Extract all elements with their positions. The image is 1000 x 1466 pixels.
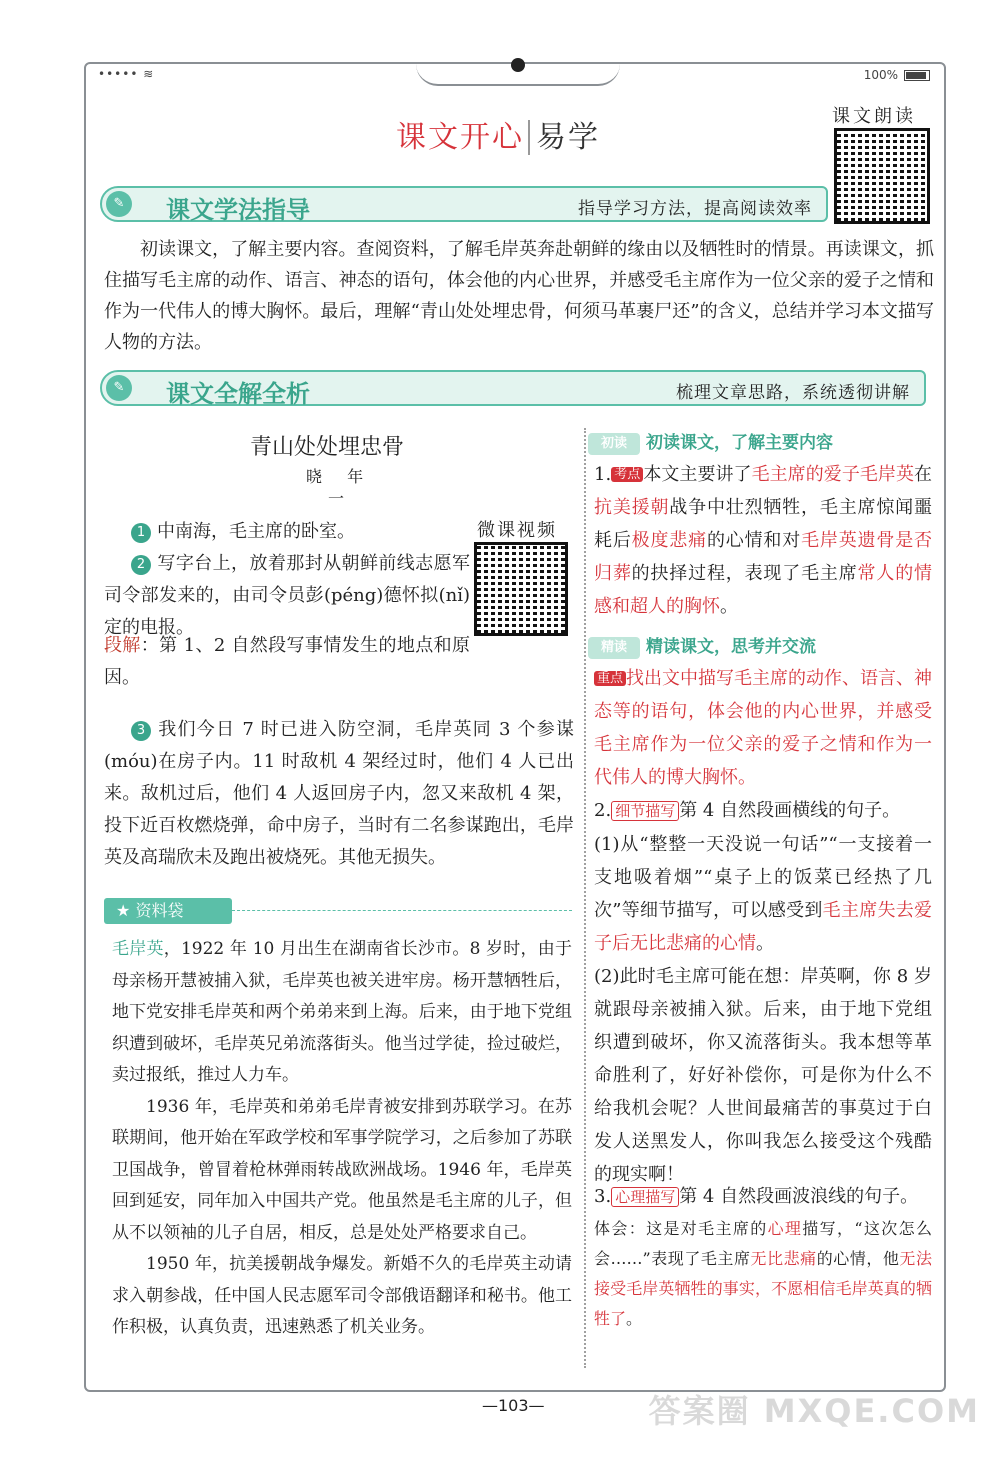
paragraph-analysis: [104, 630, 470, 694]
question-number: 3.: [594, 1186, 612, 1207]
qr-label-reading: 课文朗读: [832, 106, 916, 127]
q-text: 。: [626, 1309, 643, 1328]
question-3-answer: [594, 1214, 932, 1334]
key-task: [594, 662, 932, 794]
page-number: —103—: [482, 1396, 545, 1415]
key-task-text: 找出文中描写毛主席的动作、语言、神态等的语句，体会他的内心世界，并感受毛主席作为一位父亲的爱子之情和作为一代伟人的博大胸怀。: [594, 668, 933, 788]
reference-key: 毛岸英: [112, 939, 164, 959]
question-1: [594, 458, 932, 623]
question-tag: 心理描写: [611, 1187, 679, 1207]
q-text: 描写，“这次怎么会……”表现了毛主席: [594, 1219, 932, 1268]
reference-tag: ★ 资料袋: [104, 898, 232, 924]
q-text: 在: [914, 464, 932, 485]
q-text: 体会：这是对毛主席的: [594, 1219, 768, 1238]
page-title-sub: 易学: [528, 120, 600, 155]
paragraph-text: 中南海，毛主席的卧室。: [157, 521, 355, 542]
q-answer: 无法接受毛岸英牺牲的事实，不愿相信毛岸英真的牺牲了: [594, 1249, 932, 1328]
paragraph-text: 我们今日 7 时已进入防空洞，毛岸英同 3 个参谋(móu)在房子内。11 时敌机 4 架经过时，他们 4 人已出来。敌机过后，他们 4 人返回房子内，忽又来敌机 4 架，投下近百枚燃烧弹，命中房子，当时有二名参谋跑出，毛岸英及高瑞欣未及跑出被烧死。其他无损失。: [104, 719, 574, 868]
q-text: 第 4 自然段画波浪线的句子。: [679, 1186, 919, 1207]
reference-divider: [232, 910, 572, 911]
section-title: 课文全解全析: [166, 380, 310, 408]
q-answer: 毛主席的爱子毛岸英: [751, 464, 914, 485]
page-title-main: 课文开心: [396, 120, 524, 155]
reference-tag-label: 资料袋: [135, 901, 184, 920]
battery-icon: [904, 70, 930, 81]
watermark: 答案圈 MXQE.COM: [648, 1392, 980, 1430]
q-answer: 抗美援朝: [594, 497, 670, 518]
battery-percent: 100%: [863, 68, 898, 82]
text-title: 青山处处埋忠骨: [250, 435, 405, 460]
q-text: 战争中壮烈牺牲，毛主席惊闻噩耗后: [594, 497, 933, 551]
reference-paragraph: 1950 年，抗美援朝战争爆发。新婚不久的毛岸英主动请求入朝参战，任中国人民志愿军司令部俄语翻译和秘书。他工作积极，认真负责，迅速熟悉了机关业务。: [112, 1254, 572, 1337]
paragraph-1: [104, 516, 464, 548]
q-answer: 心理: [767, 1219, 803, 1238]
tag-label: 初读课文，了解主要内容: [646, 433, 833, 453]
section-badge-icon: ✎: [106, 191, 132, 217]
question-number: 1.: [594, 464, 612, 485]
tag-label: 精读课文，思考并交流: [646, 637, 816, 657]
status-bar: [86, 64, 944, 86]
section-title: 课文学法指导: [166, 196, 310, 224]
q-answer: 毛岸英遗骨是否归葬: [594, 530, 933, 584]
q-answer: 无比悲痛: [750, 1249, 817, 1268]
qr-code-icon[interactable]: [474, 542, 568, 636]
question-number: 2.: [594, 800, 612, 821]
question-3-heading: [594, 1180, 932, 1214]
page-title: [396, 112, 600, 156]
analysis-text: ：第 1、2 自然段写事情发生的地点和原因。: [104, 635, 470, 688]
tag-first-read: [588, 428, 833, 454]
reference-paragraph: 1936 年，毛岸英和弟弟毛岸青被安排到苏联学习。在苏联期间，他开始在军政学校和军事学院学习，之后参加了苏联卫国战争，曾冒着枪林弹雨转战欧洲战场。1946 年，毛岸英回到延安，同年加入中国共产党。他虽然是毛主席的儿子，但从不以领袖的儿子自居，相反，总是处处严格要求自己。: [112, 1096, 572, 1243]
tag-close-read: [588, 632, 816, 658]
paragraph-number-icon: 2: [131, 555, 151, 575]
section-badge-icon: ✎: [106, 375, 132, 401]
q-text: 的抉择过程，表现了毛主席: [631, 563, 858, 584]
text-author: 晓 年: [306, 467, 374, 486]
section-slogan: 梳理文章思路，系统透彻讲解: [676, 383, 910, 403]
paragraph-text: 写字台上，放着那封从朝鲜前线志愿军司令部发来的，由司令员彭(péng)德怀拟(nǐ)定的电报。: [104, 553, 470, 638]
section-bar-method: [100, 186, 828, 222]
paragraph-number-icon: 3: [131, 721, 151, 741]
signal-icon: ••••• ≋: [98, 67, 155, 81]
answer-2: (2)此时毛主席可能在想：岸英啊，你 8 岁就跟母亲被捕入狱。后来，由于地下党组织遭到破坏，你又流落街头。我本想等革命胜利了，好好补偿你，可是你为什么不给我机会呢？人世间最痛苦的事莫过于白发人送黑发人，你叫我怎么接受这个残酷的现实啊！: [594, 966, 932, 1185]
reference-body: [112, 934, 572, 1344]
section-bar-analysis: [100, 370, 926, 406]
q-text: (1)从“整整一天没说一句话”“一支接着一支地吸着烟”“桌子上的饭菜已经热了几次”等细节描写，可以感受到: [594, 834, 932, 921]
q-answer: 极度悲痛: [631, 530, 707, 551]
method-intro: 初读课文，了解主要内容。查阅资料，了解毛岸英奔赴朝鲜的缘由以及牺牲时的情景。再读课文，抓住描写毛主席的动作、语言、神态的语句，体会他的内心世界，并感受毛主席作为一位父亲的爱子之情和作为一代伟人的博大胸怀。最后，理解“青山处处埋忠骨，何须马革裹尸还”的含义，总结并学习本文描写人物的方法。: [104, 239, 934, 353]
q-text: 的心情和对: [706, 530, 802, 551]
tag-pill: 精读: [588, 637, 640, 659]
chapter-number: 一: [328, 489, 345, 508]
section-slogan: 指导学习方法，提高阅读效率: [578, 199, 812, 219]
paragraph-number-icon: 1: [131, 523, 151, 543]
answer-1: [594, 828, 932, 960]
reference-text: ，1922 年 10 月出生在湖南省长沙市。8 岁时，由于母亲杨开慧被捕入狱，毛岸英也被关进牢房。杨开慧牺牲后，地下党安排毛岸英和两个弟弟来到上海。后来，由于地下党组织遭到破坏，毛岸英兄弟流落街头。他当过学徒，捡过破烂，卖过报纸，推过人力车。: [112, 939, 573, 1085]
q-text: 的心情，他: [816, 1249, 900, 1268]
highlight-badge: 重点: [594, 671, 626, 686]
qr-label-lesson: 微课视频: [477, 520, 557, 541]
tag-pill: 初读: [588, 433, 640, 455]
reference-paragraph: [112, 934, 572, 1092]
paragraph-3: [104, 714, 574, 874]
question-heading: [594, 794, 932, 828]
q-answer: 常人的情感和超人的胸怀: [594, 563, 933, 617]
highlight-badge: 考点: [611, 467, 643, 482]
column-divider: [584, 428, 586, 1368]
q-answer: 毛主席失去爱子后无比悲痛的心情: [594, 900, 933, 954]
qr-code-icon[interactable]: [834, 128, 930, 224]
q-text: 。: [720, 596, 738, 617]
analysis-label: 段解: [104, 635, 141, 656]
question-2: [594, 794, 932, 1191]
q-text: 第 4 自然段画横线的句子。: [679, 800, 901, 821]
question-tag: 细节描写: [611, 801, 679, 821]
q-text: 本文主要讲了: [643, 464, 752, 485]
q-text: 。: [756, 933, 774, 954]
